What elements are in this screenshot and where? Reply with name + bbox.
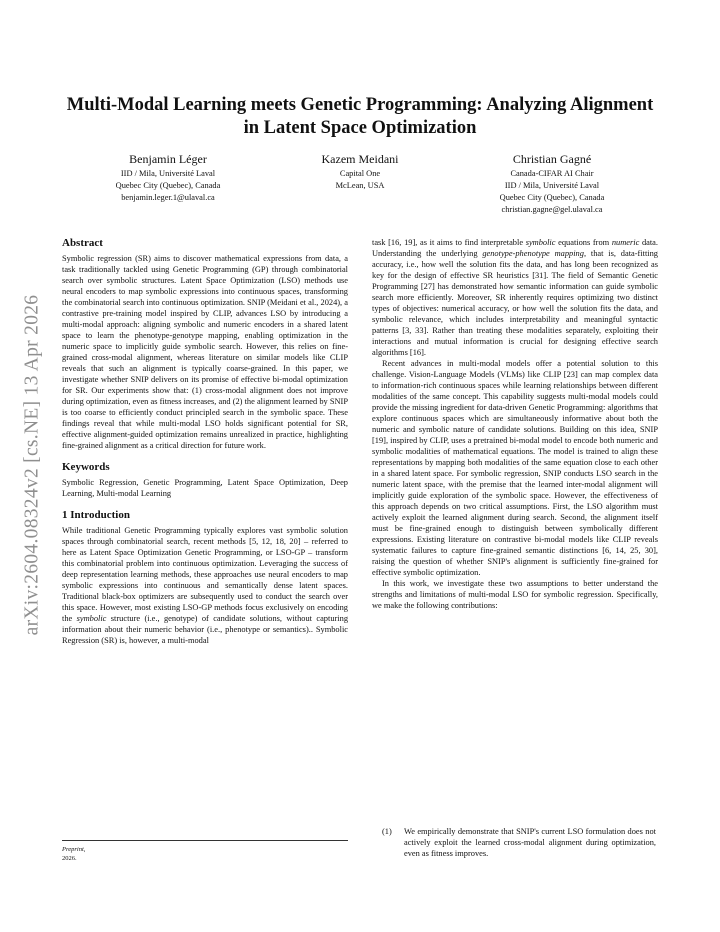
left-column <box>62 237 348 646</box>
author-location: Quebec City (Quebec), Canada <box>115 181 221 190</box>
author-email: christian.gagne@gel.ulaval.ca <box>501 205 603 214</box>
footnote-year: 2026. <box>62 855 77 862</box>
contribution-text: We empirically demonstrate that SNIP's current LSO formulation does not actively exploit the learned cross-modal alignment during optimization, even as fitness improves. <box>404 827 656 858</box>
author-affiliation: IID / Mila, Université Laval <box>504 181 600 190</box>
right-column <box>372 237 658 611</box>
contribution-item-1 <box>382 826 656 859</box>
multimodal-paragraph: Recent advances in multi-modal models offer a potential solution to this challenge. Vision-Language Models (VLMs) like CLIP [23] can map complex data to information-rich continuous spaces while learning relationships between different modalities of the same concept. This capability suggests multi-modal models could provide the missing ingredient for data-driven Genetic Programming: algorithms that explore continuous spaces which are simultaneously informative about both the numeric and symbolic nature of candidate solutions. Building on this idea, SNIP [19], inspired by CLIP, uses a pretrained bi-modal model to encode both numeric and symbolic modalities of mathematical equations. The model is trained to align these representations by mapping both modalities of the same equation close to each other in a shared latent space. For symbolic regression, SNIP conducts LSO search in the numeric latent space, with the premise that the learned inter-modal alignment will implicitly guide exploration of the symbolic space. However, the effectiveness of this approach depends on two critical assumptions. First, the LSO algorithm must actively exploit the learned alignment during search. Second, the alignment itself must be fine-grained enough to distinguish between symbolically different expressions. Existing literature on contrastive bi-modal models like CLIP reveals systematic failures to capture fine-grained semantic distinctions [6, 14, 25, 30], raising the question of whether SNIP's alignment is sufficiently fine-grained for effective symbolic optimization. <box>372 359 658 577</box>
introduction-heading: 1 Introduction <box>62 509 130 521</box>
abstract-heading: Abstract <box>62 237 103 249</box>
author-name: Kazem Meidani <box>321 152 399 166</box>
italic-run: genotype-phenotype mapping <box>482 249 584 258</box>
contributions-intro-paragraph: In this work, we investigate these two assumptions to better understand the strengths and limitations of multi-modal LSO for symbolic regression. Specifically, we make the following contributions: <box>372 579 658 610</box>
author-affiliation: IID / Mila, Université Laval <box>120 169 216 178</box>
author-block-2 <box>270 152 450 192</box>
abstract-text: Symbolic regression (SR) aims to discover mathematical expressions from data, a task traditionally tackled using Genetic Programming (GP) through combinatorial search over symbolic structures. Latent Space Optimization (LSO) methods use neural encoders to map symbolic expressions into continuous spaces, transforming the combinatorial search into continuous optimization. SNIP (Meidani et al., 2024), a contrastive pre-training model inspired by CLIP, advances LSO by introducing a multi-modal approach: aligning symbolic and numeric encoders in a shared latent space to learn the phenotype-genotype mapping, enabling optimization in the numeric space to implicitly guide symbolic search. However, this relies on fine-grained cross-modal alignment, whereas literature on similar models like CLIP reveals that such an alignment is typically coarse-grained. In this paper, we investigate whether SNIP delivers on its promise of effective bi-modal optimization for SR. Our experiments show that: (1) cross-modal alignment does not improve during optimization, even as fitness increases, and (2) the alignment learned by SNIP is too coarse to efficiently conduct principled search in the symbolic space. These findings reveal that while multi-modal LSO holds significant potential for SR, effective alignment-guided optimization remains unrealized in practice, highlighting fine-grained alignment as a critical direction for future work. <box>62 254 348 450</box>
paper-title: Multi-Modal Learning meets Genetic Programming: Analyzing Alignment in Latent Space Optimization <box>66 95 654 138</box>
author-location: Quebec City (Quebec), Canada <box>499 193 605 202</box>
arxiv-identifier: arXiv:2604.08324v2 [cs.NE] 13 Apr 2026 <box>21 294 43 636</box>
text-run: , that is, data-fitting accuracy, i.e., how well the solution fits the data, and has long been recognized as key for the design of effective SR heuristics [31]. The field of Semantic Genetic Programming [27] has demonstrated how semantic information can guide symbolic search more efficiently. Moreover, SR inherently requires optimizing two distinct types of objectives: numerical accuracy, or how well the solution fits the data, and symbolic relevance, which includes interpretability and meaningful syntactic patterns [3, 33]. Rather than treating these modalities separately, exploiting their interactions and mutual information is crucial for designing effective search algorithms [16]. <box>372 249 658 357</box>
author-affiliation: Capital One <box>339 169 381 178</box>
text-run: data. Understanding the underlying <box>372 238 658 258</box>
footnote <box>62 845 85 863</box>
intro-text: While traditional Genetic Programming typically explores vast symbolic solution spaces through combinatorial search, recent methods [5, 12, 18, 20] – referred to here as Latent Space Optimization Genetic Programming, or LSO-GP – transform this combinatorial problem into continuous optimization. Leveraging the success of deep representation learning methods, these approaches use neural encoders to map symbolic expressions into continuous and semantically dense latent spaces. Traditional black-box optimizers are subsequently used to conduct the search over this space. However, most existing LSO-GP methods focus exclusively on encoding the <box>62 526 348 623</box>
introduction-paragraph <box>62 525 348 646</box>
author-block-1 <box>78 152 258 204</box>
keywords-text: Symbolic Regression, Genetic Programming, Latent Space Optimization, Deep Learning, Multi-modal Learning <box>62 478 348 498</box>
intro-italic: symbolic <box>76 614 107 623</box>
italic-run: numeric <box>611 238 640 247</box>
keywords-heading: Keywords <box>62 461 110 473</box>
footnote-preprint: Preprint, <box>62 846 86 853</box>
arxiv-sidebar <box>10 250 54 680</box>
footnote-rule <box>62 840 348 841</box>
intro-paragraph-continued <box>372 237 658 358</box>
text-run: equations from <box>555 238 612 247</box>
contribution-label: (1) <box>382 827 392 836</box>
author-email: benjamin.leger.1@ulaval.ca <box>121 193 215 202</box>
intro-text-end: structure (i.e., genotype) of candidate solutions, without capturing information about their numeric behavior (i.e., phenotype or semantics).. Symbolic Regression (SR) is, however, a multi-modal <box>62 614 349 645</box>
author-name: Benjamin Léger <box>129 152 207 166</box>
italic-run: symbolic <box>525 238 556 247</box>
text-run: task [16, 19], as it aims to find interpretable <box>372 238 526 247</box>
author-name: Christian Gagné <box>512 152 592 166</box>
author-block-3 <box>462 152 642 216</box>
author-affiliation: Canada-CIFAR AI Chair <box>510 169 594 178</box>
author-location: McLean, USA <box>335 181 385 190</box>
